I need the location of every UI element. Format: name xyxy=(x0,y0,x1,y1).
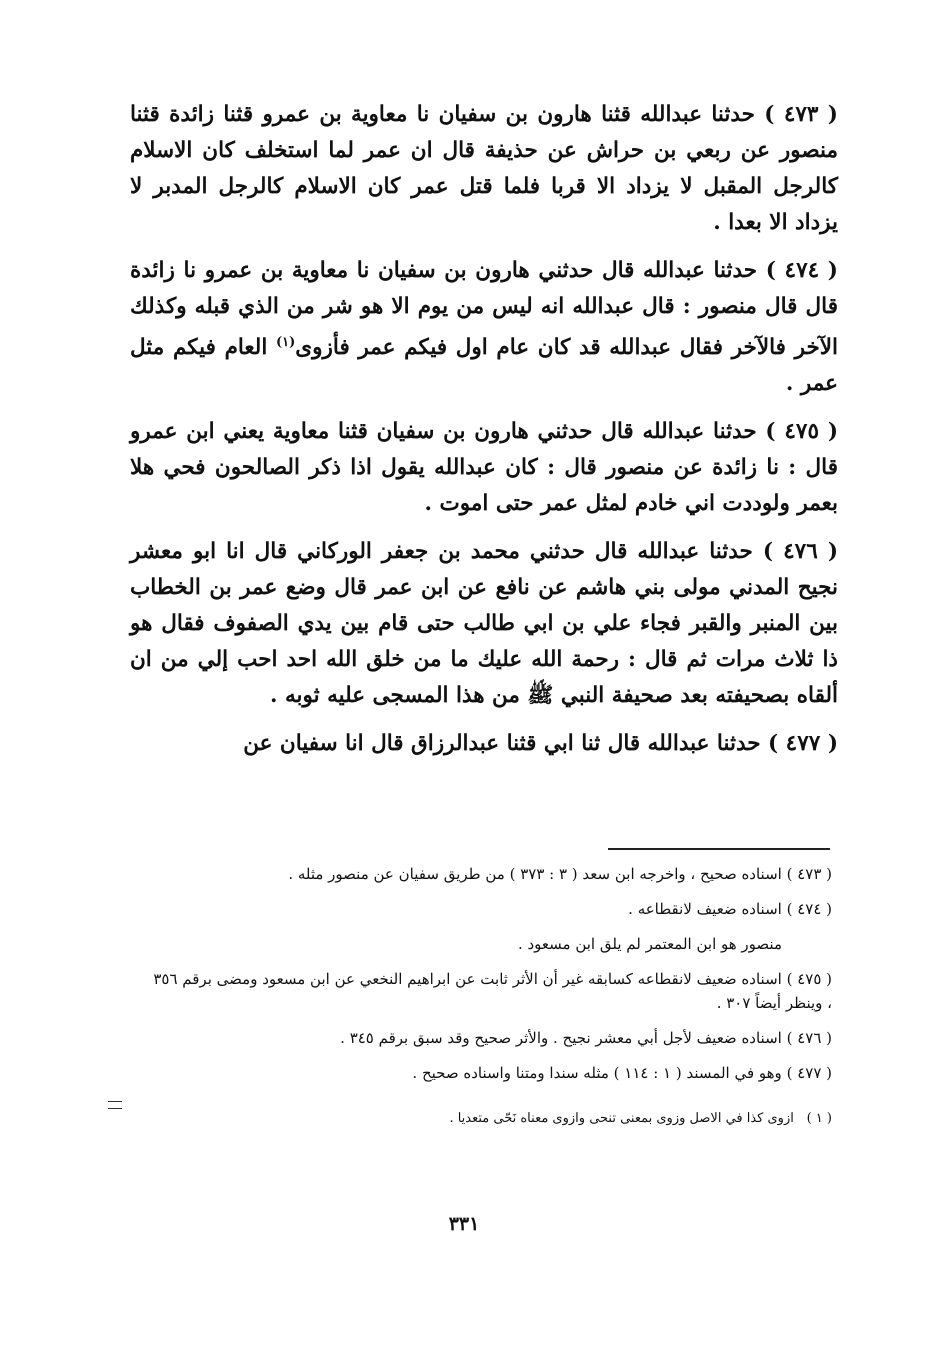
hadith-474-text: ( ٤٧٤ ) حدثنا عبدالله قال حدثني هارون بن سفيان نا معاوية بن عمرو نا زائدة قال قال منصور : قال عبدالله انه ليس من يوم الا هو شر من الذي قبله وكذلك الآخر فالآخر فقال عبدالله قد كان عام اول فيكم عمر فأزوى xyxy=(130,258,838,361)
hadith-body xyxy=(130,97,838,774)
footnote-476: ( ٤٧٦ ) اسناده ضعيف لأجل أبي معشر نجيح . والأثر صحيح وقد سبق برقم ٣٤٥ . xyxy=(340,1029,832,1047)
page-number: ٣٣١ xyxy=(448,1213,480,1235)
hadith-476: ( ٤٧٦ ) حدثنا عبدالله قال حدثني محمد بن جعفر الوركاني قال انا ابو معشر نجيح المدني مولى بني هاشم عن نافع عن ابن عمر قال وضع عمر بن الخطاب بين المنبر والقبر فجاء علي بن ابي طالب حتى قام بين يدي الصفوف فقال هو ذا ثلاث مرات ثم قال : رحمة الله عليك ما من خلق الله احد احب إلي من ان ألقاه بصحيفته بعد صحيفة النبي ﷺ من هذا المسجى عليه ثوبه . xyxy=(130,539,838,709)
footnotes xyxy=(150,862,832,1142)
hadith-477: ( ٤٧٧ ) حدثنا عبدالله قال ثنا ابي قثنا عبدالرزاق قال انا سفيان عن xyxy=(243,731,838,757)
footnote-474: ( ٤٧٤ ) اسناده ضعيف لانقطاعه . xyxy=(628,900,832,918)
hadith-474 xyxy=(130,253,838,402)
footnote-ref-1: (١) xyxy=(276,335,296,350)
footnote-1-text: ازوى كذا في الاصل وزوى بمعنى تنحى وازوى معناه نَحّى متعديا . xyxy=(449,1111,794,1126)
hadith-473: ( ٤٧٣ ) حدثنا عبدالله قثنا هارون بن سفيان نا معاوية بن عمرو قثنا زائدة قثنا منصور عن ربعي بن حراش عن حذيفة قال ان عمر لما استخلف كان الاسلام كالرجل المقبل لا يزداد الا قربا فلما قتل عمر كان الاسلام كالرجل المدبر لا يزداد الا بعدا . xyxy=(130,102,838,235)
footnote-477: ( ٤٧٧ ) وهو في المسند ( ١ : ١١٤ ) مثله سندا ومتنا واسناده صحيح . xyxy=(412,1064,832,1082)
hadith-475: ( ٤٧٥ ) حدثنا عبدالله قال حدثني هارون بن سفيان قثنا معاوية يعني ابن عمرو قال : نا زائدة عن منصور قال : كان عبدالله يقول اذا ذكر الصالحون فحي هلا بعمر ولوددت اني خادم لمثل عمر حتى اموت . xyxy=(130,419,838,517)
margin-mark xyxy=(108,1101,122,1109)
footnote-474-note: منصور هو ابن المعتمر لم يلق ابن مسعود . xyxy=(517,935,782,953)
footnote-473: ( ٤٧٣ ) اسناده صحيح ، واخرجه ابن سعد ( ٣ : ٣٧٣ ) من طريق سفيان عن منصور مثله . xyxy=(288,865,832,883)
footnote-1 xyxy=(150,1107,832,1131)
footnote-475: ( ٤٧٥ ) اسناده ضعيف لانقطاعه كسابقه غير أن الأثر ثابت عن ابراهيم النخعي عن ابن مسعود ومضى برقم ٣٥٦ ، وينظر أيضاً ٣٠٧ . xyxy=(153,970,832,1012)
footnote-separator xyxy=(608,848,830,850)
footnote-1-marker: ( ١ ) xyxy=(806,1111,832,1126)
hadith-474-end: العام فيكم مثل عمر . xyxy=(130,335,838,397)
